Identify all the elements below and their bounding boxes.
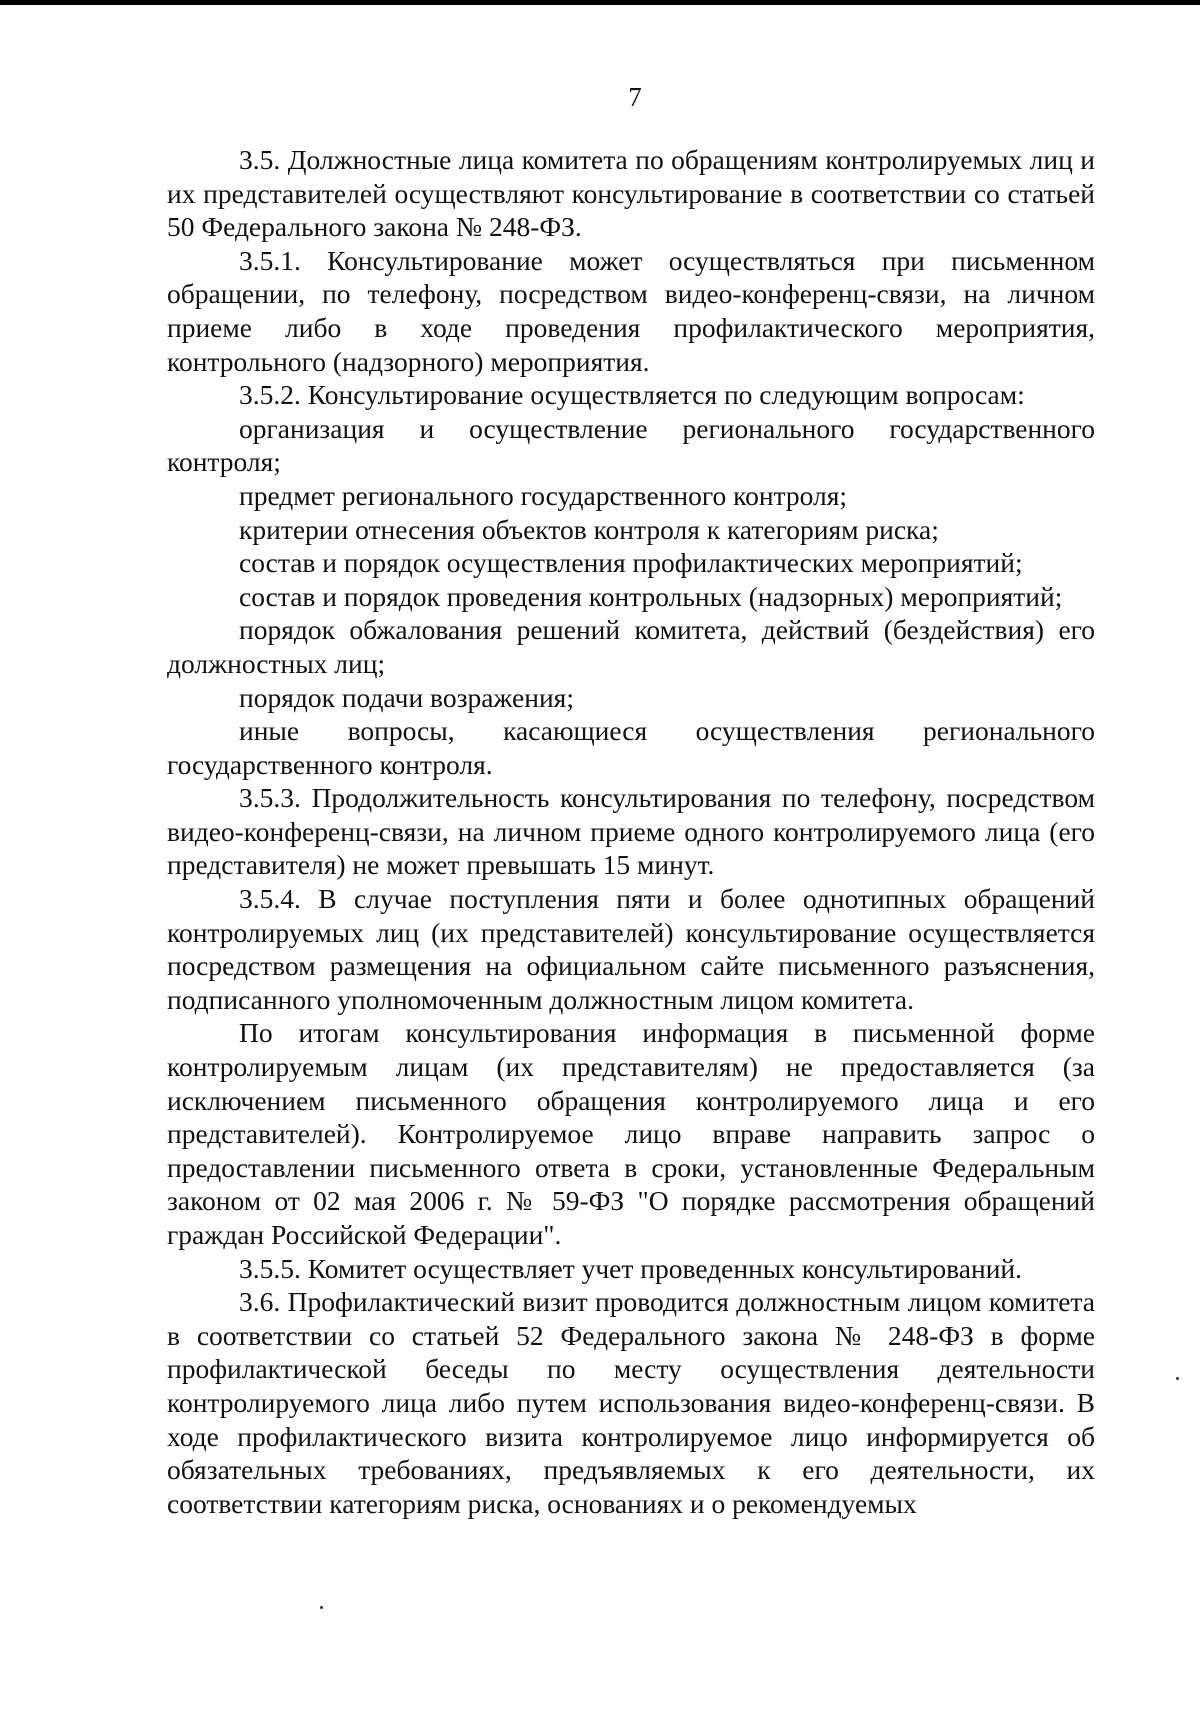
list-item-risk-criteria: критерии отнесения объектов контроля к категориям риска; [239,513,939,545]
list-item-appeal: порядок обжалования решений комитета, действий (бездействия) его должностных лиц; [167,614,1095,679]
paragraph-3-5-1: 3.5.1. Консультирование может осуществляться при письменном обращении, по телефону, посредством видео-конференц-связи, на личном приеме либо в ходе проведения профилактического мероприятия, контрольного (надзорного) мероприятия. [167,244,1095,377]
list-item-subject: предмет регионального государственного контроля; [239,479,848,511]
scan-speck [320,1606,323,1609]
list-item-organization: организация и осуществление регионального государственного контроля; [167,412,1095,478]
list-item-objection: порядок подачи возражения; [239,681,574,713]
paragraph-3-5-2: 3.5.2. Консультирование осуществляется по следующим вопросам: [239,379,1025,411]
page-number: 7 [628,82,642,112]
paragraph-3-6: 3.6. Профилактический визит проводится должностным лицом комитета в соответствии со статьей 52 Федерального закона № 248-ФЗ в форме профилактической беседы по месту осуществления деятельности контролируемого лица либо путем использования видео-конференц-связи. В ходе профилактического визита контролируемое лицо информируется об обязательных требованиях, предъявляемых к его деятельности, их соответствии категориям риска, основаниях и о рекомендуемых [167,1286,1095,1519]
list-item-control-measures: состав и порядок проведения контрольных (надзорных) мероприятий; [239,580,1063,612]
scan-top-edge [0,0,1200,5]
document-body [167,143,1095,1520]
paragraph-3-5: 3.5. Должностные лица комитета по обращениям контролируемых лиц и их представителей осуществляют консультирование в соответствии со статьей 50 Федерального закона № 248-ФЗ. [167,144,1095,243]
paragraph-3-5-4: 3.5.4. В случае поступления пяти и более однотипных обращений контролируемых лиц (их представителей) консультирование осуществляется посредством размещения на официальном сайте письменного разъяснения, подписанного уполномоченным должностным лицом комитета. [167,883,1095,1015]
list-item-other: иные вопросы, касающиеся осуществления регионального государственного контроля. [167,715,1095,780]
paragraph-3-5-5: 3.5.5. Комитет осуществляет учет проведенных консультирований. [239,1252,1023,1284]
paragraph-results: По итогам консультирования информация в письменной форме контролируемым лицам (их представителям) не предоставляется (за исключением письменного обращения контролируемого лица и его представителей). Контролируемое лицо вправе направить запрос о предоставлении письменного ответа в сроки, установленные Федеральным законом от 02 мая 2006 г. № 59-ФЗ "О порядке рассмотрения обращений граждан Российской Федерации". [167,1017,1095,1250]
scan-speck [1176,1377,1179,1380]
list-item-prevention: состав и порядок осуществления профилактических мероприятий; [239,547,1023,579]
paragraph-3-5-3: 3.5.3. Продолжительность консультирования по телефону, посредством видео-конференц-связи, на личном приеме одного контролируемого лица (его представителя) не может превышать 15 минут. [167,782,1095,881]
